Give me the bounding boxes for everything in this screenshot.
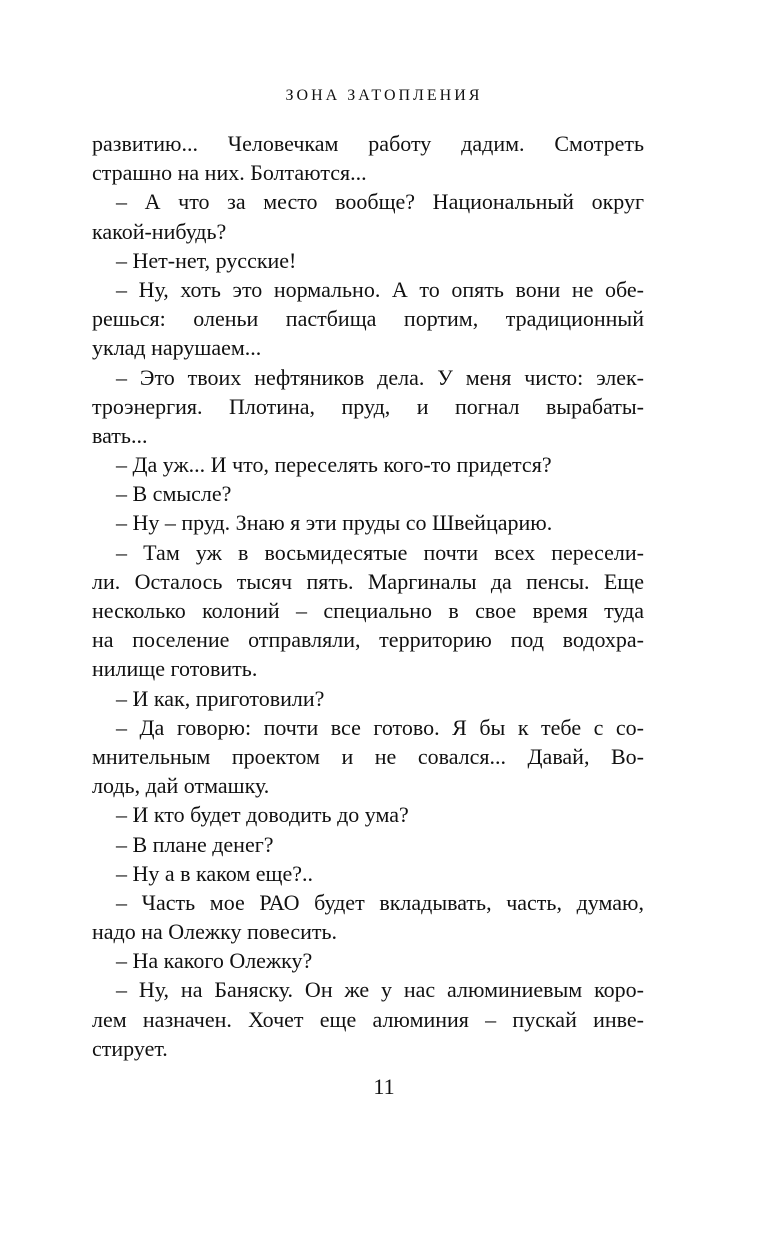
text-line: – Нет-нет, русские! [116, 247, 297, 273]
text-line: троэнергия. Плотина, пруд, и погнал вырабаты- [92, 393, 644, 419]
text-line: на поселение отправляли, территорию под водохра- [92, 627, 644, 653]
text-line: – Часть мое РАО будет вкладывать, часть, думаю, [116, 889, 644, 915]
text-line: – В смысле? [116, 481, 232, 507]
text-line: – Да говорю: почти все готово. Я бы к тебе с со- [116, 714, 644, 740]
text-line: вать... [92, 422, 148, 448]
text-line: – В плане денег? [116, 831, 274, 857]
text-line: ли. Осталось тысяч пять. Маргиналы да пенсы. Еще [92, 568, 644, 594]
text-line: – Там уж в восьмидесятые почти всех пересели- [116, 539, 644, 565]
text-line: – А что за место вообще? Национальный округ [116, 189, 644, 215]
text-line: лем назначен. Хочет еще алюминия – пускай инве- [92, 1006, 644, 1032]
text-line: – Ну – пруд. Знаю я эти пруды со Швейцарию. [116, 510, 553, 536]
text-line: лодь, дай отмашку. [92, 773, 270, 799]
page-number: 11 [373, 1074, 395, 1099]
text-line: мнительным проектом и не совался... Давай, Во- [92, 743, 644, 769]
body-text [92, 129, 644, 1063]
text-line: какой-нибудь? [92, 218, 227, 244]
text-line: стирует. [92, 1035, 168, 1061]
running-head: ЗОНА ЗАТОПЛЕНИЯ [285, 87, 483, 104]
text-line: несколько колоний – специально в свое время туда [92, 598, 644, 623]
text-line: – Ну а в каком еще?.. [116, 860, 313, 886]
text-line: уклад нарушаем... [92, 335, 262, 361]
text-line: – И кто будет доводить до ума? [116, 802, 409, 828]
text-line: развитию... Человечкам работу дадим. Смотреть [92, 131, 644, 156]
text-line: – На какого Олежку? [116, 948, 313, 974]
text-line: надо на Олежку повесить. [92, 919, 338, 945]
text-line: – И как, приготовили? [116, 685, 325, 711]
text-line: – Это твоих нефтяников дела. У меня чисто: элек- [116, 364, 644, 390]
text-line: решься: оленьи пастбища портим, традиционный [92, 306, 644, 332]
text-line: – Ну, хоть это нормально. А то опять вони не обе- [116, 276, 644, 302]
text-line: – Ну, на Баняску. Он же у нас алюминиевым коро- [116, 977, 644, 1003]
text-line: нилище готовить. [92, 656, 258, 682]
text-line: страшно на них. Болтаются... [92, 160, 367, 186]
text-line: – Да уж... И что, переселять кого-то придется? [116, 452, 552, 478]
